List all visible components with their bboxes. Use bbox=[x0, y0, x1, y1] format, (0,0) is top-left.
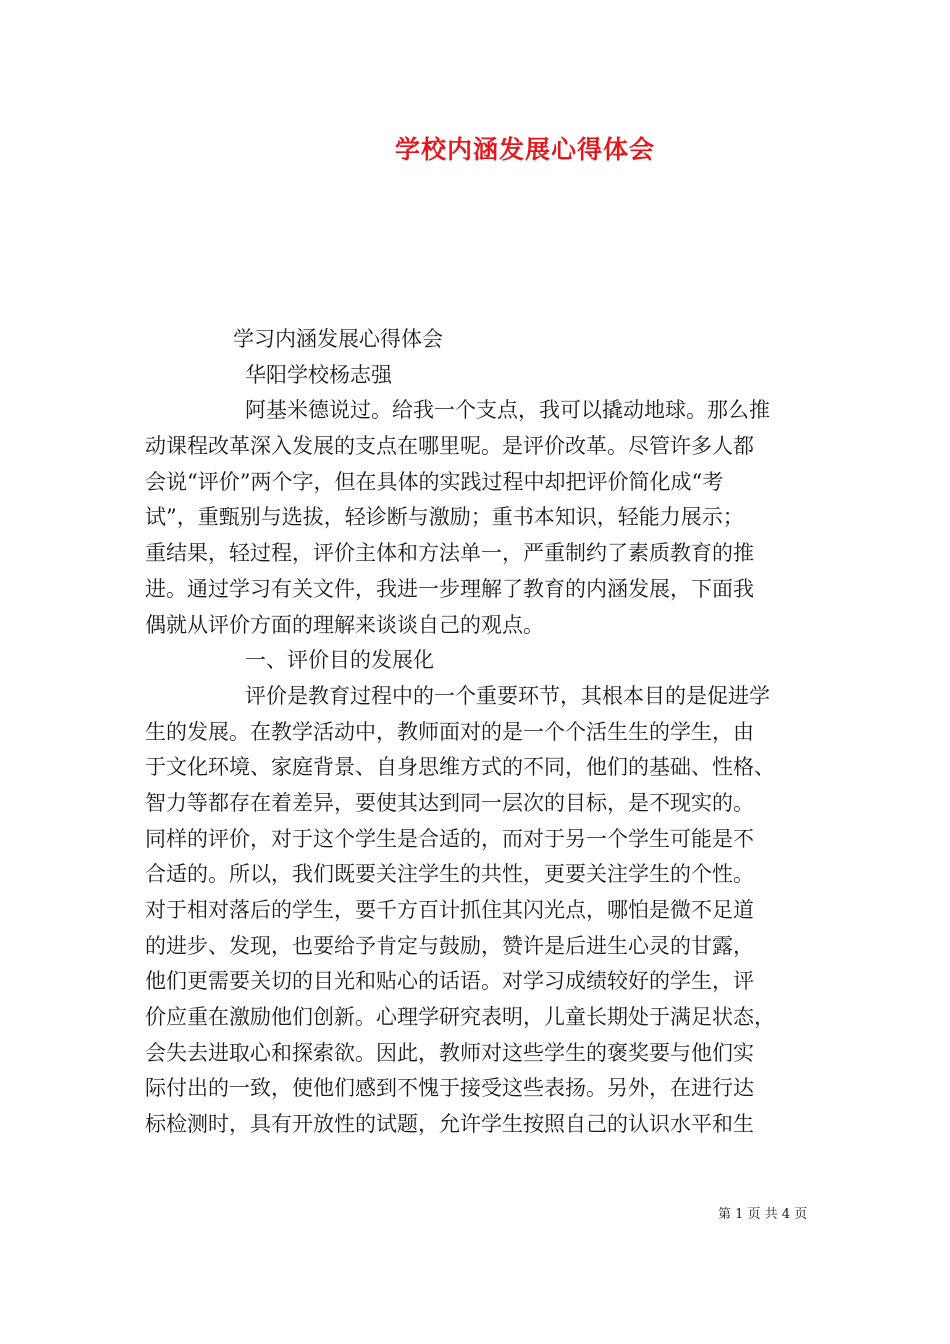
document-line: 合适的。所以，我们既要关注学生的共性，更要关注学生的个性。 bbox=[145, 862, 754, 887]
document-line: 会失去进取心和探索欲。因此，教师对这些学生的褒奖要与他们实 bbox=[145, 1040, 754, 1065]
document-line: 的进步、发现，也要给予肯定与鼓励，赞许是后进生心灵的甘露， bbox=[145, 933, 754, 958]
document-line: 对于相对落后的学生，要千方百计抓住其闪光点，哪怕是微不足道 bbox=[145, 898, 754, 922]
document-line: 他们更需要关切的目光和贴心的话语。对学习成绩较好的学生，评 bbox=[145, 969, 754, 994]
document-line: 重结果，轻过程，评价主体和方法单一，严重制约了素质教育的推 bbox=[145, 541, 754, 566]
document-line: 生的发展。在教学活动中，教师面对的是一个个活生生的学生，由 bbox=[145, 719, 754, 744]
document-line: 一、评价目的发展化 bbox=[245, 648, 434, 673]
document-line: 评价是教育过程中的一个重要环节，其根本目的是促进学 bbox=[245, 683, 770, 708]
document-line: 动课程改革深入发展的支点在哪里呢。是评价改革。尽管许多人都 bbox=[145, 434, 754, 459]
document-line: 标检测时，具有开放性的试题，允许学生按照自己的认识水平和生 bbox=[145, 1112, 754, 1137]
document-line: 智力等都存在着差异，要使其达到同一层次的目标，是不现实的。 bbox=[145, 790, 754, 815]
document-line: 学习内涵发展心得体会 bbox=[233, 327, 443, 351]
document-line: 同样的评价，对于这个学生是合适的，而对于另一个学生可能是不 bbox=[145, 826, 754, 851]
document-line: 阿基米德说过。给我一个支点，我可以撬动地球。那么推 bbox=[245, 398, 770, 423]
document-line: 价应重在激励他们创新。心理学研究表明，儿童长期处于满足状态， bbox=[145, 1005, 775, 1030]
page-number-footer: 第 1 页 共 4 页 bbox=[718, 1207, 808, 1222]
document-line: 际付出的一致，使他们感到不愧于接受这些表扬。另外，在进行达 bbox=[145, 1076, 754, 1101]
document-line: 于文化环境、家庭背景、自身思维方式的不同，他们的基础、性格、 bbox=[145, 755, 775, 780]
document-line: 进。通过学习有关文件，我进一步理解了教育的内涵发展，下面我 bbox=[145, 576, 754, 601]
document-title: 学校内涵发展心得体会 bbox=[394, 135, 655, 164]
document-body bbox=[145, 322, 825, 1143]
document-line: 华阳学校杨志强 bbox=[245, 362, 392, 387]
document-line: 会说“评价”两个字，但在具体的实践过程中却把评价简化成“考 bbox=[145, 469, 724, 494]
document-line: 试”，重甄别与选拔，轻诊断与激励；重书本知识，轻能力展示； bbox=[145, 505, 744, 530]
document-line: 偶就从评价方面的理解来谈谈自己的观点。 bbox=[145, 612, 544, 637]
